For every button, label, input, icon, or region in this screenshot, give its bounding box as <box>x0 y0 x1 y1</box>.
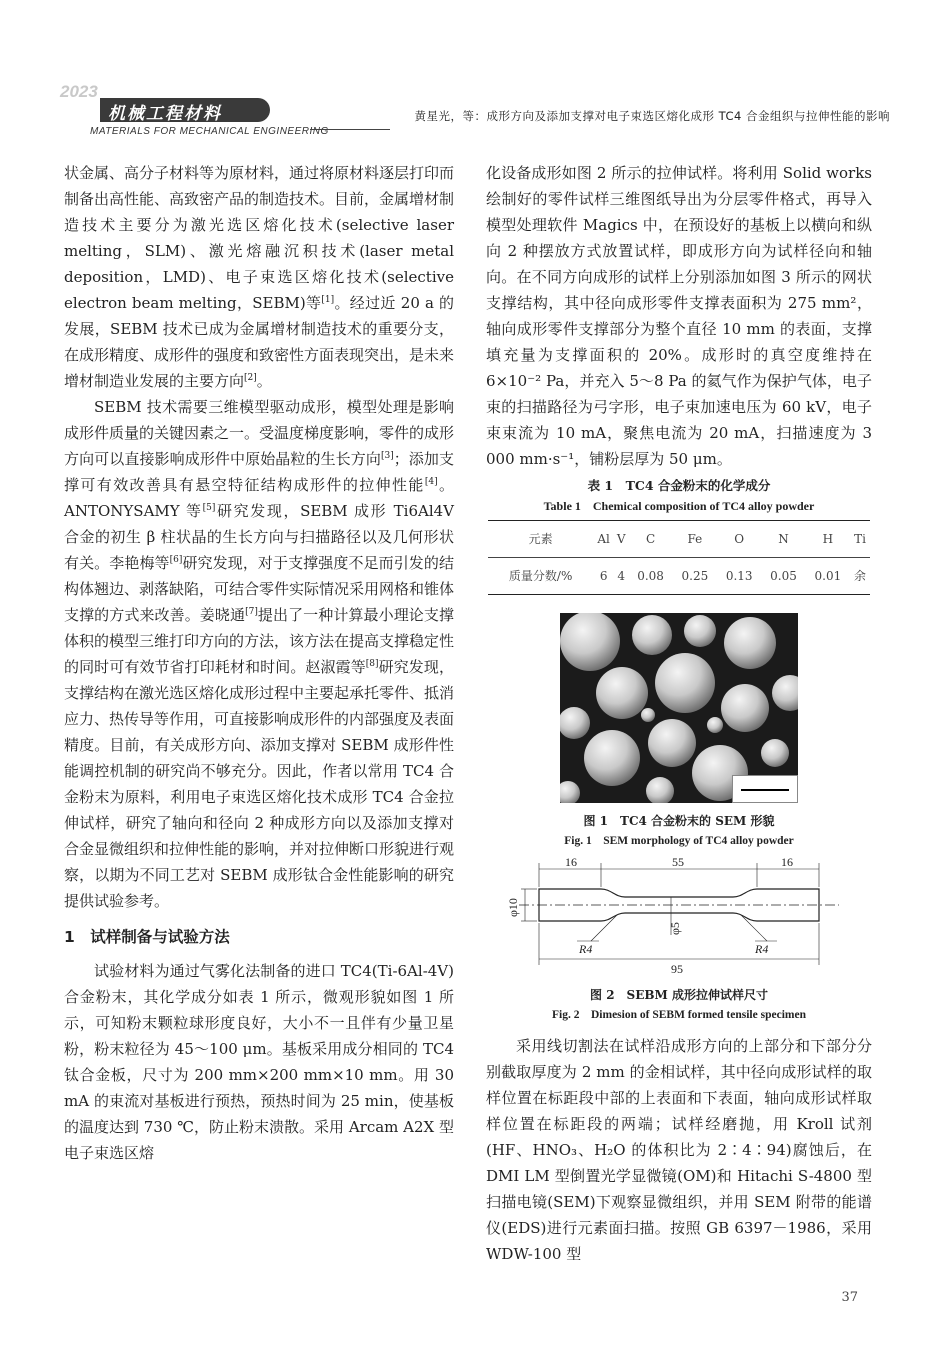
journal-name-en: MATERIALS FOR MECHANICAL ENGINEERING <box>90 126 329 137</box>
dim-left-length: 16 <box>565 857 577 869</box>
table-cell: 余 <box>854 569 867 583</box>
dim-right-length: 16 <box>781 857 793 869</box>
table-cell: 0.13 <box>725 569 753 583</box>
running-title: 黄星光，等：成形方向及添加支撑对电子束选区熔化成形 TC4 合金组织与拉伸性能的影响 <box>414 109 890 123</box>
scale-bar-line <box>733 787 797 793</box>
journal-name-cn: 机械工程材料 <box>108 104 222 124</box>
paragraph: 化设备成形如图 2 所示的拉伸试样。将利用 Solid works 绘制好的零件试样三维图纸导出为分层零件格式，再导入模型处理软件 Magics 中，在预设好的基板上以横向和纵向 2 种摆放方式放置试样，即成形方向为试样径向和轴向。在不同方向成形的试样上分别添加如图 3 所示的网状支撑结构，其中径向成形零件支撑表面积为 275 mm²，轴向成形零件支撑部分为整个直径 10 mm 的表面，支撑填充量为支撑面积的 20%。成形时的真空度维持在 6×10⁻² Pa，并充入 5～8 Pa 的氦气作为保护气体，电子束的扫描路径为弓字形，电子束加速电压为 60 kV，电子束束流为 10 mA，聚焦电流为 20 mA，扫描速度为 3 000 mm·s⁻¹，铺粉层厚为 50 μm。 <box>486 164 872 468</box>
scale-bar-label <box>733 802 797 803</box>
citation[interactable]: [4] <box>424 477 438 487</box>
table-cell: 0.08 <box>637 569 664 583</box>
figure1-caption-en: Fig. 1 SEM morphology of TC4 alloy powder <box>564 835 794 847</box>
section-heading: 1 试样制备与试验方法 <box>64 928 230 946</box>
table-header-cell: V <box>616 532 626 546</box>
table-header-cell: C <box>645 532 656 546</box>
table-cell: 4 <box>617 569 626 583</box>
table-cell: 6 <box>599 569 608 583</box>
table-header-cell: Ti <box>854 532 866 546</box>
sem-micrograph <box>560 613 798 803</box>
dim-left-radius: R4 <box>579 942 593 956</box>
header-divider <box>310 129 390 130</box>
tensile-specimen-drawing <box>499 857 859 977</box>
table-cell: 0.25 <box>681 569 709 583</box>
scale-bar <box>732 775 798 803</box>
journal-year: 2023 <box>60 82 98 101</box>
composition-table <box>488 520 870 595</box>
citation[interactable]: [1] <box>321 295 335 305</box>
citation[interactable]: [3] <box>380 451 394 461</box>
table-caption-en: Table 1 Chemical composition of TC4 alloy powder <box>543 499 815 513</box>
paragraph: 状金属、高分子材料等为原材料，通过将原材料逐层打印而制备出高性能、高致密产品的制造技术。目前，金属增材制造技术主要分为激光选区熔化技术(selective laser melting，SLM)、激光熔融沉积技术(laser metal deposition，LMD)、电子束选区熔化技术(selective electron beam melting，SEBM)等[1]。经过近 20 a 的发展，SEBM 技术已成为金属增材制造技术的重要分支，在成形精度、成形件的强度和致密性方面表现突出，是未来增材制造业发展的主要方向[2]。 <box>64 164 455 390</box>
page-number: 37 <box>841 1290 858 1305</box>
dim-total-length: 95 <box>671 962 683 976</box>
citation[interactable]: [5] <box>202 503 216 513</box>
dim-gauge-length: 55 <box>672 857 684 869</box>
table-header-cell: N <box>778 532 789 546</box>
table-cell: 0.01 <box>814 569 842 583</box>
figure2-caption-en: Fig. 2 Dimesion of SEBM formed tensile specimen <box>552 1009 806 1021</box>
citation[interactable]: [6] <box>169 555 183 565</box>
paragraph: 试验材料为通过气雾化法制备的进口 TC4(Ti-6Al-4V)合金粉末，其化学成分如表 1 所示，微观形貌如图 1 所示，可知粉末颗粒球形度良好，大小不一且伴有少量卫星粉，粉末粒径为 45～100 μm。基板采用成分相同的 TC4 钛合金板，尺寸为 200 mm×200 mm×10 mm。用 30 mA 的束流对基板进行预热，预热时间为 25 min，使基板的温度达到 730 ℃，防止粉末溃散。采用 Arcam A2X 型电子束选区熔 <box>64 962 454 1162</box>
table-header-cell: Fe <box>687 532 703 546</box>
table-header-cell: O <box>734 532 745 546</box>
citation[interactable]: [2] <box>244 373 257 383</box>
figure2-caption-cn: 图 2 SEBM 成形拉伸试样尺寸 <box>590 988 768 1002</box>
left-column <box>64 160 454 1166</box>
dim-gauge-diameter: φ5 <box>668 922 682 935</box>
page-header <box>60 78 890 138</box>
citation[interactable]: [8] <box>365 659 379 669</box>
paragraph: SEBM 技术需要三维模型驱动成形，模型处理是影响成形件质量的关键因素之一。受温度梯度影响，零件的成形方向可以直接影响成形件中原始晶粒的生长方向[3]；添加支撑可有效改善具有悬空特征结构成形件的拉伸性能[4]。ANTONYSAMY 等[5]研究发现，SEBM 成形 Ti6Al4V 合金的初生 β 柱状晶的生长方向与扫描路径以及几何形状有关。李艳梅等[6]研究发现，对于支撑强度不足而引发的结构体翘边、剥落缺陷，可结合零件实际情况采用网格和锥体支撑的方式来改善。姜晓通[7]提出了一种计算最小理论支撑体积的模型三维打印方向的方法，该方法在提高支撑稳定性的同时可有效节省打印耗材和时间。赵淑霞等[8]研究发现，支撑结构在激光选区熔化成形过程中主要起承托零件、抵消应力、热传导等作用，可直接影响成形件的内部强度及表面精度。目前，有关成形方向、添加支撑对 SEBM 成形件性能调控机制的研究尚不够充分。因此，作者以常用 TC4 合金粉末为原料，利用电子束选区熔化技术成形 TC4 合金拉伸试样，研究了轴向和径向 2 种成形方向以及添加支撑对合金显微组织和拉伸性能的影响，并对拉伸断口形貌进行观察，以期为不同工艺对 SEBM 成形钛合金性能影响的研究提供试验参考。 <box>64 398 455 910</box>
table-header-cell: 元素 <box>528 532 553 546</box>
table-header-cell: Al <box>597 532 610 546</box>
table-row <box>488 558 870 595</box>
table-cell: 质量分数/% <box>508 569 573 583</box>
table-cell: 0.05 <box>770 569 797 583</box>
right-column <box>486 160 872 1267</box>
figure1-caption-cn: 图 1 TC4 合金粉末的 SEM 形貌 <box>583 814 775 828</box>
table-caption-cn: 表 1 TC4 合金粉末的化学成分 <box>587 478 771 493</box>
dim-end-diameter: φ10 <box>506 898 520 917</box>
citation[interactable]: [7] <box>245 607 258 617</box>
dim-right-radius: R4 <box>755 942 769 956</box>
paragraph: 采用线切割法在试样沿成形方向的上部分和下部分分别截取厚度为 2 mm 的金相试样，其中径向成形试样的取样位置在标距段中部的上表面和下表面，轴向成形试样取样位置在标距段的两端；试样经磨抛，用 Kroll 试剂(HF、HNO₃、H₂O 的体积比为 2∶4∶94)腐蚀后，在 DMI LM 型倒置光学显微镜(OM)和 Hitachi S-4800 型扫描电镜(SEM)下观察显微组织，并用 SEM 附带的能谱仪(EDS)进行元素面扫描。按照 GB 6397－1986，采用 WDW-100 型 <box>486 1037 872 1263</box>
table-header-row <box>488 521 870 558</box>
table-header-cell: H <box>822 532 834 546</box>
